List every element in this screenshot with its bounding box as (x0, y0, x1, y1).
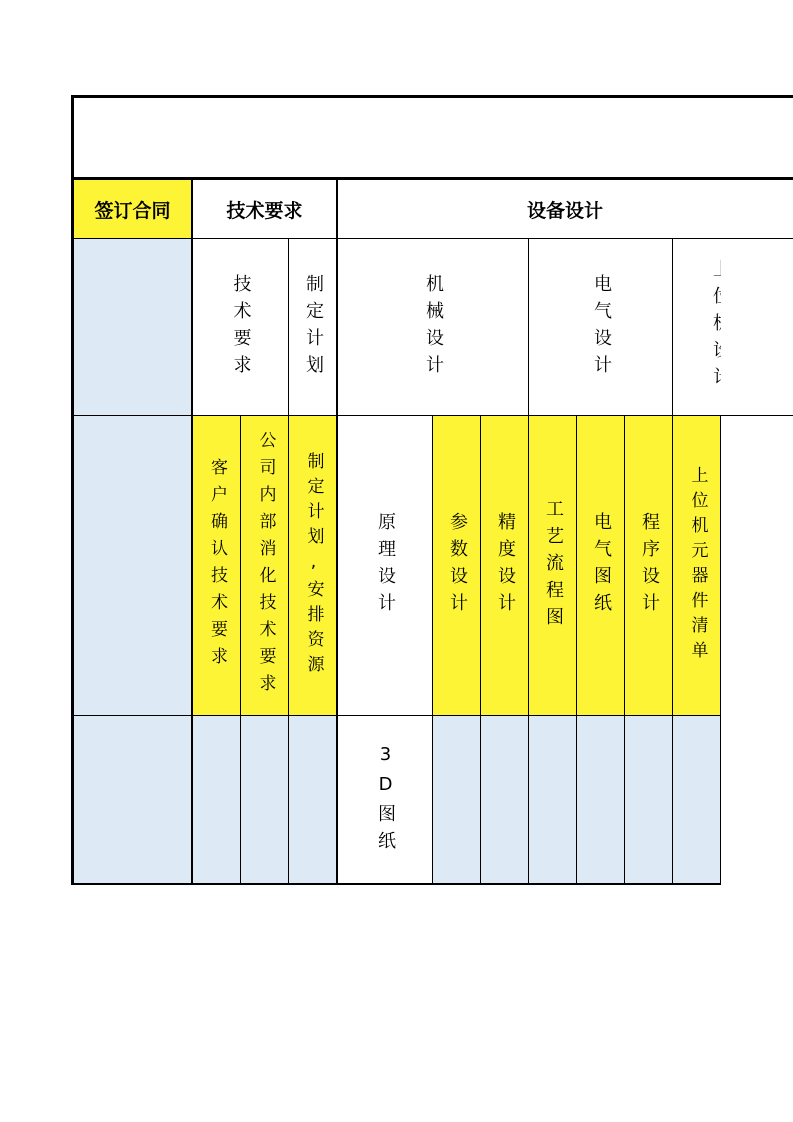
level4-blank-c (241, 716, 289, 884)
vline-337 (336, 178, 338, 885)
level3-component-list (673, 416, 721, 716)
level2-blank (73, 239, 192, 416)
header-tech-requirements: 技术要求 (192, 179, 337, 239)
level2-tech-requirements (192, 239, 289, 416)
vline-625 (624, 416, 625, 885)
level3-customer-confirm-text: 客户确认技术要求 (207, 458, 227, 674)
level3-parameter-design-text: 参数设计 (447, 512, 468, 620)
level2-make-plan-text: 制定计划 (303, 273, 324, 382)
level3-parameter-design (433, 416, 481, 716)
level4-blank-i (625, 716, 673, 884)
level3-plan-arrange (289, 416, 337, 716)
vline-673 (672, 239, 673, 885)
level4-blank-a (73, 716, 192, 884)
header-sign-contract: 签订合同 (73, 179, 192, 239)
level2-tech-requirements-text: 技术要求 (230, 273, 252, 382)
vline-481 (480, 416, 481, 885)
level4-blank-g (529, 716, 577, 884)
level3-principle-design-text: 原理设计 (375, 512, 396, 620)
level2-electrical-design-text: 电气设计 (591, 273, 612, 382)
level3-process-flow-text: 工艺流程图 (543, 498, 564, 634)
border-left (71, 95, 74, 885)
level2-mechanical-design-text: 机械设计 (423, 273, 444, 382)
level2-make-plan (289, 239, 337, 416)
level4-blank-j (673, 716, 721, 884)
level4-blank-h (577, 716, 625, 884)
level4-blank-f (481, 716, 529, 884)
level3-program-design-text: 程序设计 (639, 512, 660, 620)
level4-blank-b (192, 716, 241, 884)
table-title-row (73, 96, 793, 179)
right-crop-mask-row1 (721, 177, 793, 180)
header-equipment-design: 设备设计 (337, 179, 793, 239)
vline-289 (288, 239, 289, 885)
level3-electrical-drawing-text: 电气图纸 (591, 512, 612, 620)
border-top (71, 95, 793, 98)
right-crop-mask-top (721, 95, 793, 98)
vline-529 (528, 239, 529, 885)
level2-electrical-design (529, 239, 673, 416)
level3-plan-arrange-text: 制定计划,安排资源 (303, 452, 324, 680)
level3-process-flow (529, 416, 577, 716)
level4-3d-drawing (337, 716, 433, 884)
level3-precision-design (481, 416, 529, 716)
vline-241 (240, 416, 241, 885)
border-row2-top (72, 238, 793, 239)
right-crop-mask-row2 (721, 238, 793, 239)
level3-component-list-text: 上位机元器件清单 (687, 466, 708, 666)
vline-192 (191, 178, 193, 885)
level3-customer-confirm (192, 416, 241, 716)
level4-blank-e (433, 716, 481, 884)
level2-mechanical-design (337, 239, 529, 416)
border-row1-top (71, 177, 793, 180)
level3-internal-digest-text: 公司内部消化技术要求 (255, 431, 276, 701)
level3-principle-design (337, 416, 433, 716)
level3-program-design (625, 416, 673, 716)
vline-433 (432, 416, 433, 885)
level3-blank (73, 416, 192, 716)
level4-3d-drawing-text: 3D图纸 (375, 744, 396, 858)
vline-577 (576, 416, 577, 885)
level3-electrical-drawing (577, 416, 625, 716)
level3-precision-design-text: 精度设计 (495, 512, 516, 620)
right-crop-mask-yellow (721, 416, 793, 716)
level4-blank-d (289, 716, 337, 884)
level3-internal-digest (241, 416, 289, 716)
